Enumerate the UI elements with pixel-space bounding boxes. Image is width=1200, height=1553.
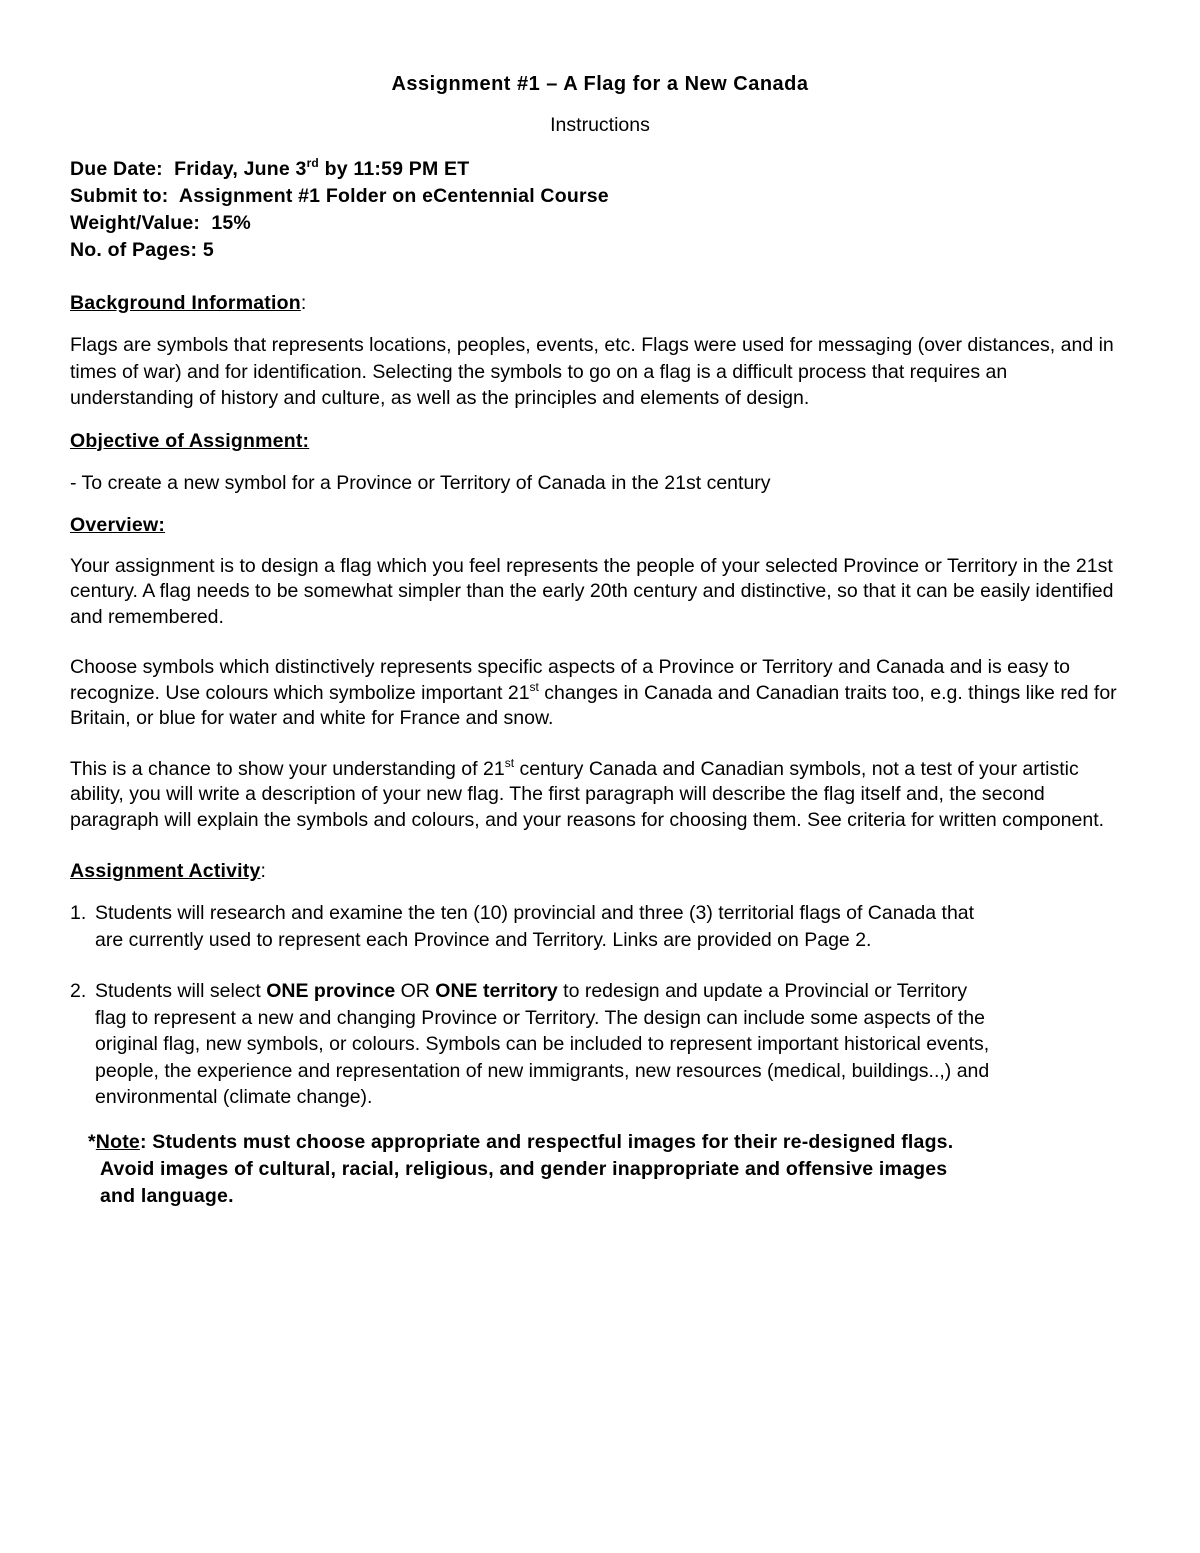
activity-heading: Assignment Activity	[70, 860, 261, 882]
document-page	[70, 70, 1130, 1210]
background-heading: Background Information	[70, 292, 301, 314]
background-heading-line	[70, 290, 1130, 316]
submit-to-line	[70, 183, 1130, 210]
note-asterisk: *	[88, 1130, 96, 1153]
note-block	[88, 1129, 980, 1210]
overview-p3-text-b: century Canada and Canadian symbols, not a test of your artistic ability, you will write a description of your new flag. The first paragraph will describe the flag itself and, the second paragraph will explain the symbols and colours, and your reasons for choosing them. See criteria for written component.	[70, 757, 1105, 831]
objective-heading: Objective of Assignment:	[70, 429, 310, 452]
pages-label: No. of Pages:	[70, 239, 198, 261]
due-date-value	[174, 158, 469, 180]
step2-text-rest: to redesign and update a Provincial or Territory flag to represent a new and changing Province or Territory. The design can include some aspects of the original flag, new symbols, or colours. Symbols can be included to represent important historical events, people, the experience and representation of new immigrants, new resources (medical, buildings..,) and environmental (climate change).	[95, 980, 990, 1108]
overview-heading: Overview:	[70, 513, 166, 536]
step2-text-or: OR	[395, 980, 436, 1002]
activity-step-1	[70, 900, 995, 953]
background-paragraph: Flags are symbols that represents locations, peoples, events, etc. Flags were used for messaging (over distances, and in times of war) and for identification. Selecting the symbols to go on a flag is a difficult process that requires an understanding of history and culture, as well as the principles and elements of design.	[70, 334, 1114, 409]
weight-label: Weight/Value:	[70, 212, 201, 234]
assignment-meta	[70, 156, 1130, 264]
overview-paragraph-1: Your assignment is to design a flag which you feel represents the people of your selected Province or Territory in the 21st century. A flag needs to be somewhat simpler than the early 20th century and distinctive, so that it can be easily identified and remembered.	[70, 554, 1114, 628]
due-date-ordinal: rd	[306, 156, 319, 170]
overview-p3-text-a: This is a chance to show your understanding of 21	[70, 757, 505, 780]
page-subtitle: Instructions	[550, 114, 650, 136]
due-date-time: by 11:59 PM ET	[318, 158, 470, 180]
step2-text-a: Students will select	[95, 980, 267, 1002]
due-date-line	[70, 156, 1130, 183]
objective-heading-line	[70, 428, 1130, 454]
submit-to-value: Assignment #1 Folder on eCentennial Course	[178, 185, 609, 207]
overview-p2-ordinal: st	[529, 679, 539, 694]
note-label: Note	[95, 1130, 140, 1153]
note-text: : Students must choose appropriate and respectful images for their re-designed flags. Avoid images of cultural, racial, religious, and gender inappropriate and offensive images and language.	[100, 1130, 954, 1207]
step-text: Students will research and examine the ten (10) provincial and three (3) territorial flags of Canada that are currently used to represent each Province and Territory. Links are provided on Page 2.	[95, 902, 975, 951]
weight-value: 15%	[211, 212, 251, 234]
page-title: Assignment #1 – A Flag for a New Canada	[391, 73, 809, 95]
overview-p2-text-b: changes in Canada and Canadian traits too, e.g. things like red for Britain, or blue for water and white for France and snow.	[70, 681, 1117, 729]
overview-p2-text-a: Choose symbols which distinctively represents specific aspects of a Province or Territory and Canada and is easy to recognize. Use colours which symbolize important 21	[70, 656, 1071, 704]
step-number: 1.	[70, 902, 87, 924]
due-date-label: Due Date:	[70, 158, 163, 180]
step-text	[95, 980, 989, 1108]
activity-heading-line	[70, 858, 1130, 884]
step2-bold-territory: ONE territory	[435, 980, 558, 1002]
activity-heading-colon: :	[260, 860, 266, 882]
activity-steps	[70, 900, 1130, 1111]
step2-bold-province: ONE province	[266, 980, 396, 1002]
pages-value: 5	[202, 239, 214, 261]
overview-paragraph-3	[70, 757, 1130, 834]
submit-to-label: Submit to:	[70, 185, 169, 207]
weight-line	[70, 210, 1130, 237]
pages-line	[70, 237, 1130, 264]
overview-p3-ordinal: st	[504, 755, 515, 770]
background-heading-colon: :	[300, 292, 307, 314]
overview-paragraph-2	[70, 655, 1130, 732]
overview-heading-line	[70, 512, 1130, 538]
objective-paragraph: - To create a new symbol for a Province or Territory of Canada in the 21st century	[70, 471, 771, 494]
activity-step-2	[70, 978, 995, 1111]
step-number: 2.	[70, 980, 87, 1002]
due-date-day: Friday, June 3	[174, 158, 307, 180]
